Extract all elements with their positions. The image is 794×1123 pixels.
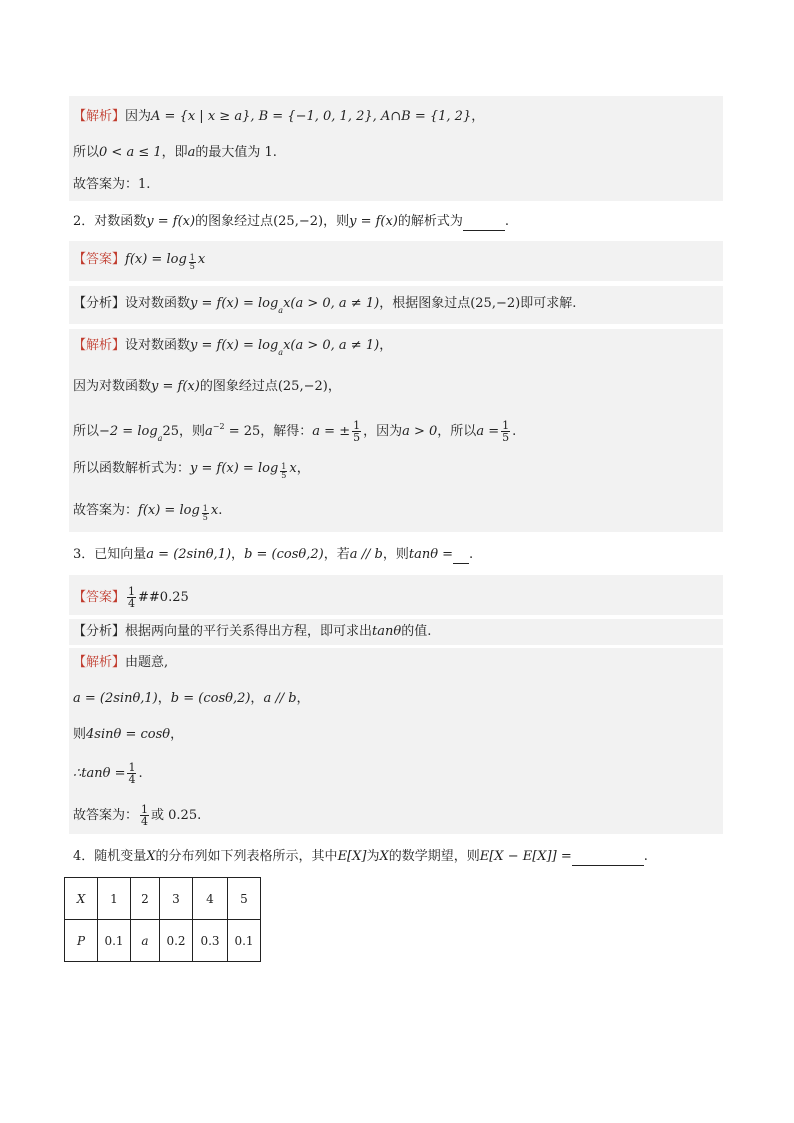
text: ， — [157, 691, 171, 706]
text: ，即 — [161, 145, 188, 160]
q3-analysis-line — [73, 623, 431, 641]
text: . — [512, 424, 517, 439]
fenxi-tag: 【分析】 — [73, 296, 126, 311]
denominator: 4 — [128, 597, 136, 610]
math-subscript: a — [278, 306, 284, 315]
text: 的解析式为 — [397, 214, 463, 229]
math-subscript: a — [157, 434, 163, 443]
text: 因为 — [125, 109, 152, 124]
math-expression: E[X − E[X]] = — [479, 849, 572, 864]
vector-parallel: a // b — [263, 691, 297, 706]
q3-answer-final — [73, 804, 201, 827]
table-cell: 4 — [193, 878, 228, 920]
fenxi-tag: 【分析】 — [73, 624, 126, 639]
text: ，解得： — [260, 424, 313, 439]
math-tan: ∴tanθ = — [73, 766, 126, 781]
daan-tag: 【答案】 — [73, 590, 126, 605]
numerator: 1 — [189, 253, 195, 262]
math-var: X — [379, 849, 389, 864]
distribution-table — [64, 877, 261, 962]
text: 的值. — [401, 624, 432, 639]
text: 根据两向量的平行关系得出方程，即可求出 — [125, 624, 373, 639]
math-tan: tanθ — [372, 624, 402, 639]
math-number: = 25 — [224, 424, 261, 439]
q1-solution-line2 — [73, 144, 277, 162]
set-expression: A = {x | x ≥ a}, B = {−1, 0, 1, 2}, A∩B = {1, 2} — [151, 109, 472, 124]
denominator: 5 — [202, 513, 208, 522]
text: 3．已知向量 — [73, 547, 147, 562]
math-func: y = f(x) — [151, 379, 200, 394]
text: 则 — [73, 727, 87, 742]
log-base-fraction — [189, 254, 196, 271]
text: 所以 — [73, 424, 100, 439]
q3-answer-line — [73, 586, 189, 609]
math-func: y = f(x) — [146, 214, 196, 229]
table-cell: 2 — [131, 878, 160, 920]
text: 的分布列如下列表格所示，其中 — [155, 849, 338, 864]
math-log: y = f(x) = log — [190, 338, 279, 353]
text: 设对数函数 — [125, 296, 191, 311]
text: ， — [327, 379, 341, 394]
text: 的图象经过点 — [195, 214, 274, 229]
q1-answer-line: 故答案为：1. — [73, 177, 151, 192]
text: ，因为 — [363, 424, 403, 439]
q1-solution-line1 — [73, 108, 484, 126]
math-expr: a = ± — [312, 424, 351, 439]
q3-solution-line3 — [73, 726, 183, 744]
table-cell: a — [131, 920, 160, 962]
numerator: 1 — [502, 419, 510, 432]
jiexi-tag: 【解析】 — [73, 109, 126, 124]
text: ，根据图象过点 — [379, 296, 471, 311]
vector-a: a = (2sinθ,1) — [146, 547, 232, 562]
fraction — [127, 762, 136, 785]
math-number: 25 — [162, 424, 179, 439]
table-cell: 0.1 — [98, 920, 131, 962]
text: 故答案为： — [73, 808, 139, 823]
math-superscript: −2 — [212, 422, 225, 431]
text: 为 — [366, 849, 380, 864]
text: 所以函数解析式为： — [73, 461, 191, 476]
numerator: 1 — [281, 462, 287, 471]
denominator: 5 — [189, 262, 195, 271]
table-row — [65, 878, 261, 920]
text: 的数学期望，则 — [388, 849, 480, 864]
text: . — [469, 547, 474, 562]
math-tan: tanθ = — [408, 547, 454, 562]
text: ，则 — [323, 214, 350, 229]
denominator: 4 — [128, 773, 136, 786]
text: 所以 — [73, 145, 100, 160]
fraction — [127, 586, 136, 609]
math-log: −2 = log — [99, 424, 158, 439]
denominator: 5 — [502, 431, 510, 444]
q4-stem — [73, 847, 648, 866]
table-cell: 5 — [228, 878, 261, 920]
math-point: (25,−2) — [273, 214, 324, 229]
math-log: y = f(x) = log — [190, 296, 279, 311]
text: 由题意, — [125, 655, 169, 670]
numerator: 1 — [202, 504, 208, 513]
text: . — [138, 766, 143, 781]
log-base-fraction — [280, 463, 287, 480]
answer-blank — [463, 212, 505, 231]
vector-b: b = (cosθ,2) — [244, 547, 324, 562]
log-base-fraction — [202, 505, 209, 522]
text: ， — [471, 109, 485, 124]
math-var: x — [210, 503, 219, 518]
text: ， — [231, 547, 245, 562]
numerator: 1 — [128, 585, 136, 598]
table-cell: 0.1 — [228, 920, 261, 962]
text: ，若 — [323, 547, 350, 562]
fraction — [352, 420, 361, 443]
vector-parallel: a // b — [349, 547, 383, 562]
math-var: x — [289, 461, 297, 476]
table-cell: 3 — [160, 878, 193, 920]
math-func: y = f(x) — [349, 214, 398, 229]
vector-a: a = (2sinθ,1) — [73, 691, 158, 706]
text: ， — [250, 691, 264, 706]
math-var: a — [205, 424, 213, 439]
table-cell: 1 — [98, 878, 131, 920]
numerator: 1 — [128, 761, 136, 774]
numerator: 1 — [353, 419, 361, 432]
q2-solution-line1 — [73, 337, 392, 362]
vector-b: b = (cosθ,2) — [170, 691, 251, 706]
q2-answer-final — [73, 502, 222, 522]
text: 4．随机变量 — [73, 849, 147, 864]
math-equation: 4sinθ = cosθ — [86, 727, 171, 742]
math-point: (25,−2) — [470, 296, 521, 311]
text: ， — [379, 338, 393, 353]
math-expectation: E[X] — [337, 849, 367, 864]
numerator: 1 — [141, 803, 149, 816]
text: ， — [296, 691, 310, 706]
text: 故答案为： — [73, 503, 139, 518]
daan-tag: 【答案】 — [73, 252, 126, 267]
table-cell: X — [65, 878, 98, 920]
q2-solution-line3 — [73, 418, 516, 448]
math-log: f(x) = log — [138, 503, 200, 518]
q2-solution-line2 — [73, 378, 341, 396]
text: 设对数函数 — [125, 338, 191, 353]
q2-solution-line4 — [73, 460, 310, 480]
text: 的最大值为 1. — [195, 145, 277, 160]
answer-blank — [453, 545, 469, 564]
math-expr: a > 0 — [402, 424, 438, 439]
answer-alt: ##0.25 — [138, 590, 189, 605]
text: ，所以 — [437, 424, 477, 439]
math-point: (25,−2) — [277, 379, 328, 394]
q2-stem — [73, 212, 509, 231]
answer-blank — [572, 847, 644, 866]
q2-analysis-line — [73, 295, 576, 320]
text: 因为对数函数 — [73, 379, 152, 394]
math-subscript: a — [278, 348, 284, 357]
math-condition: x(a > 0, a ≠ 1) — [283, 338, 380, 353]
q3-solution-line4 — [73, 762, 143, 785]
text: 2．对数函数 — [73, 214, 147, 229]
text: ， — [296, 461, 310, 476]
math-inequality: 0 < a ≤ 1 — [99, 145, 162, 160]
q3-solution-line2 — [73, 690, 310, 708]
jiexi-tag: 【解析】 — [73, 655, 126, 670]
denominator: 4 — [141, 815, 149, 828]
math-var: x — [197, 252, 206, 267]
q3-solution-line1 — [73, 654, 168, 672]
q2-answer-line — [73, 251, 205, 271]
text: ，则 — [382, 547, 409, 562]
text: ，则 — [178, 424, 205, 439]
text: 即可求解. — [520, 296, 577, 311]
math-expr: a = — [476, 424, 500, 439]
math-var: X — [146, 849, 156, 864]
fraction — [501, 420, 510, 443]
jiexi-tag: 【解析】 — [73, 338, 126, 353]
math-log: y = f(x) = log — [190, 461, 279, 476]
table-cell: P — [65, 920, 98, 962]
text: 或 0.25. — [151, 808, 202, 823]
text: . — [218, 503, 223, 518]
denominator: 5 — [281, 471, 287, 480]
q3-stem — [73, 545, 473, 564]
text: ， — [170, 727, 184, 742]
table-row — [65, 920, 261, 962]
table-cell: 0.3 — [193, 920, 228, 962]
math-var: a — [187, 145, 196, 160]
fraction — [140, 804, 149, 827]
table-cell: 0.2 — [160, 920, 193, 962]
text: 的图象经过点 — [199, 379, 278, 394]
text: . — [643, 849, 648, 864]
math-condition: x(a > 0, a ≠ 1) — [283, 296, 380, 311]
math-log: f(x) = log — [125, 252, 187, 267]
denominator: 5 — [353, 431, 361, 444]
text: . — [504, 214, 510, 229]
